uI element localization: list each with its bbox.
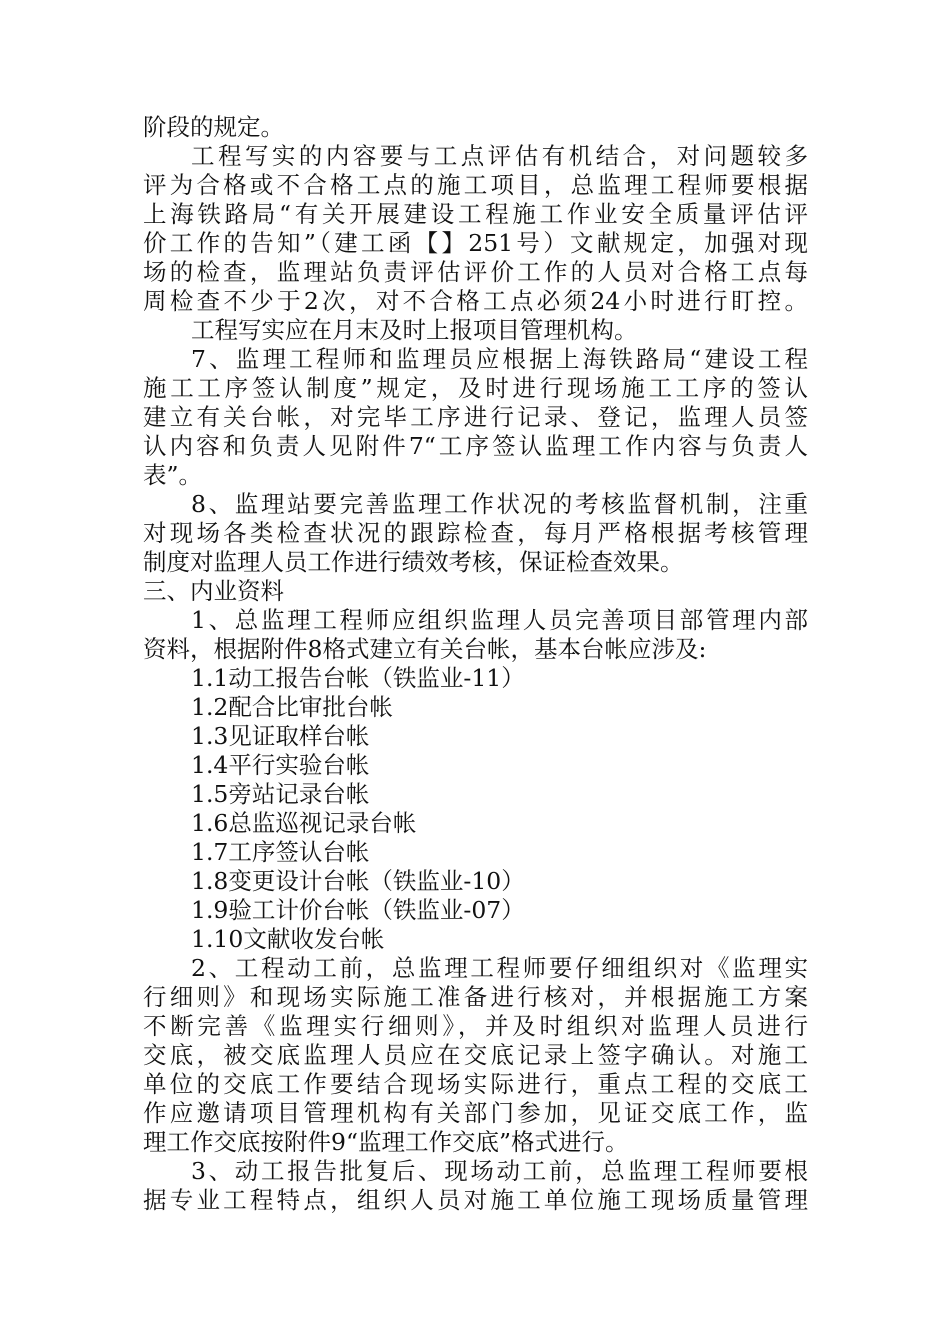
text-line: 工程写实应在月末及时上报项目管理机构。: [191, 316, 638, 344]
text-line: 工程写实的内容要与工点评估有机结合，对问题较多: [191, 142, 808, 170]
text-line: 理工作交底按附件9“监理工作交底”格式进行。: [143, 1128, 629, 1156]
text-line: 对现场各类检查状况的跟踪检查，每月严格根据考核管理: [143, 519, 808, 547]
list-item: 1.2配合比审批台帐: [191, 693, 393, 721]
text-line: 评为合格或不合格工点的施工项目，总监理工程师要根据: [143, 171, 808, 199]
list-item: 1.8变更设计台帐（铁监业-10）: [191, 867, 525, 895]
list-item: 1.1动工报告台帐（铁监业-11）: [191, 664, 525, 692]
list-item: 1.7工序签认台帐: [191, 838, 370, 866]
text-line: 不断完善《监理实行细则》，并及时组织对监理人员进行: [143, 1012, 808, 1040]
text-line: 阶段的规定。: [143, 113, 284, 141]
text-line: 价工作的告知”（建工函【】251号）文献规定，加强对现: [143, 229, 808, 257]
list-item: 1.9验工计价台帐（铁监业-07）: [191, 896, 525, 924]
document-body: [143, 113, 808, 1215]
list-item: 1.6总监巡视记录台帐: [191, 809, 417, 837]
text-line: 7、监理工程师和监理员应根据上海铁路局“建设工程: [191, 345, 808, 373]
text-line: 单位的交底工作要结合现场实际进行，重点工程的交底工: [143, 1070, 808, 1098]
text-line: 作应邀请项目管理机构有关部门参加，见证交底工作，监: [143, 1099, 808, 1127]
text-line: 上海铁路局“有关开展建设工程施工作业安全质量评估评: [143, 200, 808, 228]
text-line: 建立有关台帐，对完毕工序进行记录、登记，监理人员签: [143, 403, 808, 431]
text-line: 周检查不少于2次，对不合格工点必须24小时进行盯控。: [143, 287, 808, 315]
text-line: 行细则》和现场实际施工准备进行核对，并根据施工方案: [143, 983, 808, 1011]
text-line: 3、动工报告批复后、现场动工前，总监理工程师要根: [191, 1157, 808, 1185]
text-line: 表”。: [143, 461, 203, 489]
text-line: 认内容和负责人见附件7“工序签认监理工作内容与负责人: [143, 432, 808, 460]
list-item: 1.3见证取样台帐: [191, 722, 370, 750]
section-heading: 三、内业资料: [143, 577, 284, 605]
text-line: 8、监理站要完善监理工作状况的考核监督机制，注重: [191, 490, 808, 518]
text-line: 制度对监理人员工作进行绩效考核，保证检查效果。: [143, 548, 684, 576]
text-line: 施工工序签认制度”规定，及时进行现场施工工序的签认: [143, 374, 808, 402]
list-item: 1.4平行实验台帐: [191, 751, 370, 779]
text-line: 资料，根据附件8格式建立有关台帐，基本台帐应涉及:: [143, 635, 707, 663]
text-line: 据专业工程特点，组织人员对施工单位施工现场质量管理: [143, 1186, 808, 1214]
text-line: 交底，被交底监理人员应在交底记录上签字确认。对施工: [143, 1041, 808, 1069]
text-line: 1、总监理工程师应组织监理人员完善项目部管理内部: [191, 606, 808, 634]
list-item: 1.10文献收发台帐: [191, 925, 385, 953]
list-item: 1.5旁站记录台帐: [191, 780, 370, 808]
text-line: 2、工程动工前，总监理工程师要仔细组织对《监理实: [191, 954, 808, 982]
text-line: 场的检查，监理站负责评估评价工作的人员对合格工点每: [143, 258, 808, 286]
